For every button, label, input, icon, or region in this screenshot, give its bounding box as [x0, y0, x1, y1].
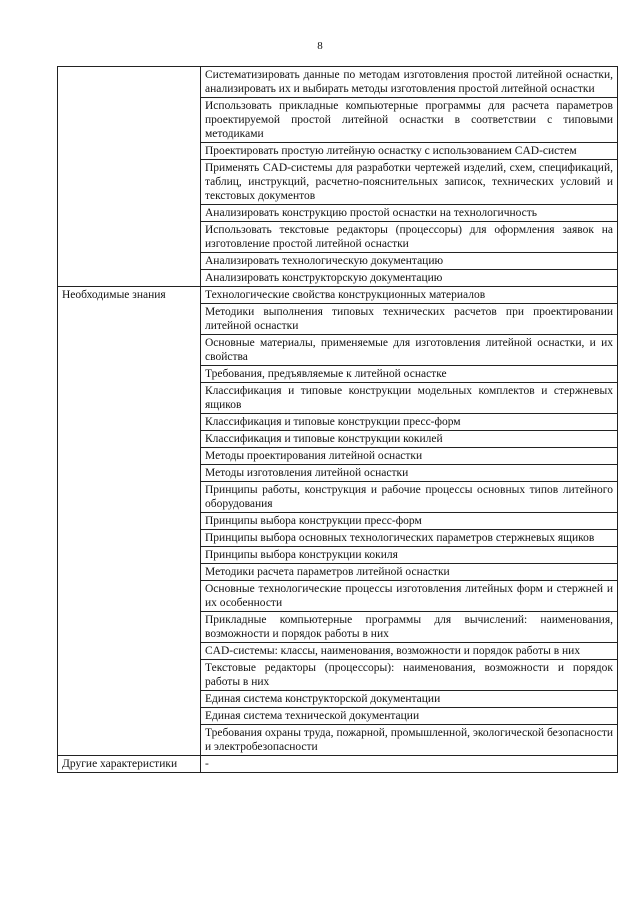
skill-item: Анализировать технологическую документацию	[201, 253, 618, 270]
skill-item: Анализировать конструкторскую документацию	[201, 270, 618, 287]
knowledge-item: Классификация и типовые конструкции пресс-форм	[201, 414, 618, 431]
skill-item: Использовать прикладные компьютерные программы для расчета параметров проектируемой простой литейной оснастки в соответствии с типовыми методиками	[201, 98, 618, 143]
knowledge-item: Основные технологические процессы изготовления литейных форм и стержней и их особенности	[201, 581, 618, 612]
table-row	[58, 67, 618, 98]
page-number: 8	[317, 40, 323, 52]
knowledge-item: Принципы выбора основных технологических параметров стержневых ящиков	[201, 530, 618, 547]
knowledge-item: Принципы выбора конструкции пресс-форм	[201, 513, 618, 530]
skill-item: Проектировать простую литейную оснастку с использованием CAD-систем	[201, 143, 618, 160]
skill-item: Применять CAD-системы для разработки чертежей изделий, схем, спецификаций, таблиц, инструкций, расчетно-пояснительных записок, технических условий и текстовых документов	[201, 160, 618, 205]
knowledge-item: CAD-системы: классы, наименования, возможности и порядок работы в них	[201, 643, 618, 660]
knowledge-item: Классификация и типовые конструкции кокилей	[201, 431, 618, 448]
knowledge-item: Методики расчета параметров литейной оснастки	[201, 564, 618, 581]
knowledge-label: Необходимые знания	[58, 287, 201, 756]
knowledge-item: Методы изготовления литейной оснастки	[201, 465, 618, 482]
knowledge-item: Классификация и типовые конструкции модельных комплектов и стержневых ящиков	[201, 383, 618, 414]
knowledge-item: Текстовые редакторы (процессоры): наименования, возможности и порядок работы в них	[201, 660, 618, 691]
knowledge-item: Требования охраны труда, пожарной, промышленной, экологической безопасности и электробезопасности	[201, 725, 618, 756]
knowledge-item: Технологические свойства конструкционных материалов	[201, 287, 618, 304]
other-value: -	[201, 756, 618, 773]
knowledge-item: Единая система конструкторской документации	[201, 691, 618, 708]
skill-item: Систематизировать данные по методам изготовления простой литейной оснастки, анализировать их и выбирать методы изготовления простой литейной оснастки	[201, 67, 618, 98]
knowledge-item: Требования, предъявляемые к литейной оснастке	[201, 366, 618, 383]
knowledge-item: Единая система технической документации	[201, 708, 618, 725]
table-row	[58, 756, 618, 773]
knowledge-item: Методики выполнения типовых технических расчетов при проектировании литейной оснастки	[201, 304, 618, 335]
skill-item: Использовать текстовые редакторы (процессоры) для оформления заявок на изготовление простой литейной оснастки	[201, 222, 618, 253]
knowledge-item: Принципы работы, конструкция и рабочие процессы основных типов литейного оборудования	[201, 482, 618, 513]
knowledge-item: Принципы выбора конструкции кокиля	[201, 547, 618, 564]
skill-item: Анализировать конструкцию простой оснастки на технологичность	[201, 205, 618, 222]
knowledge-item: Методы проектирования литейной оснастки	[201, 448, 618, 465]
knowledge-item: Основные материалы, применяемые для изготовления литейной оснастки, и их свойства	[201, 335, 618, 366]
requirements-table	[57, 66, 618, 773]
knowledge-item: Прикладные компьютерные программы для вычислений: наименования, возможности и порядок работы в них	[201, 612, 618, 643]
skills-label-cell	[58, 67, 201, 287]
table-row	[58, 287, 618, 304]
other-label: Другие характеристики	[58, 756, 201, 773]
